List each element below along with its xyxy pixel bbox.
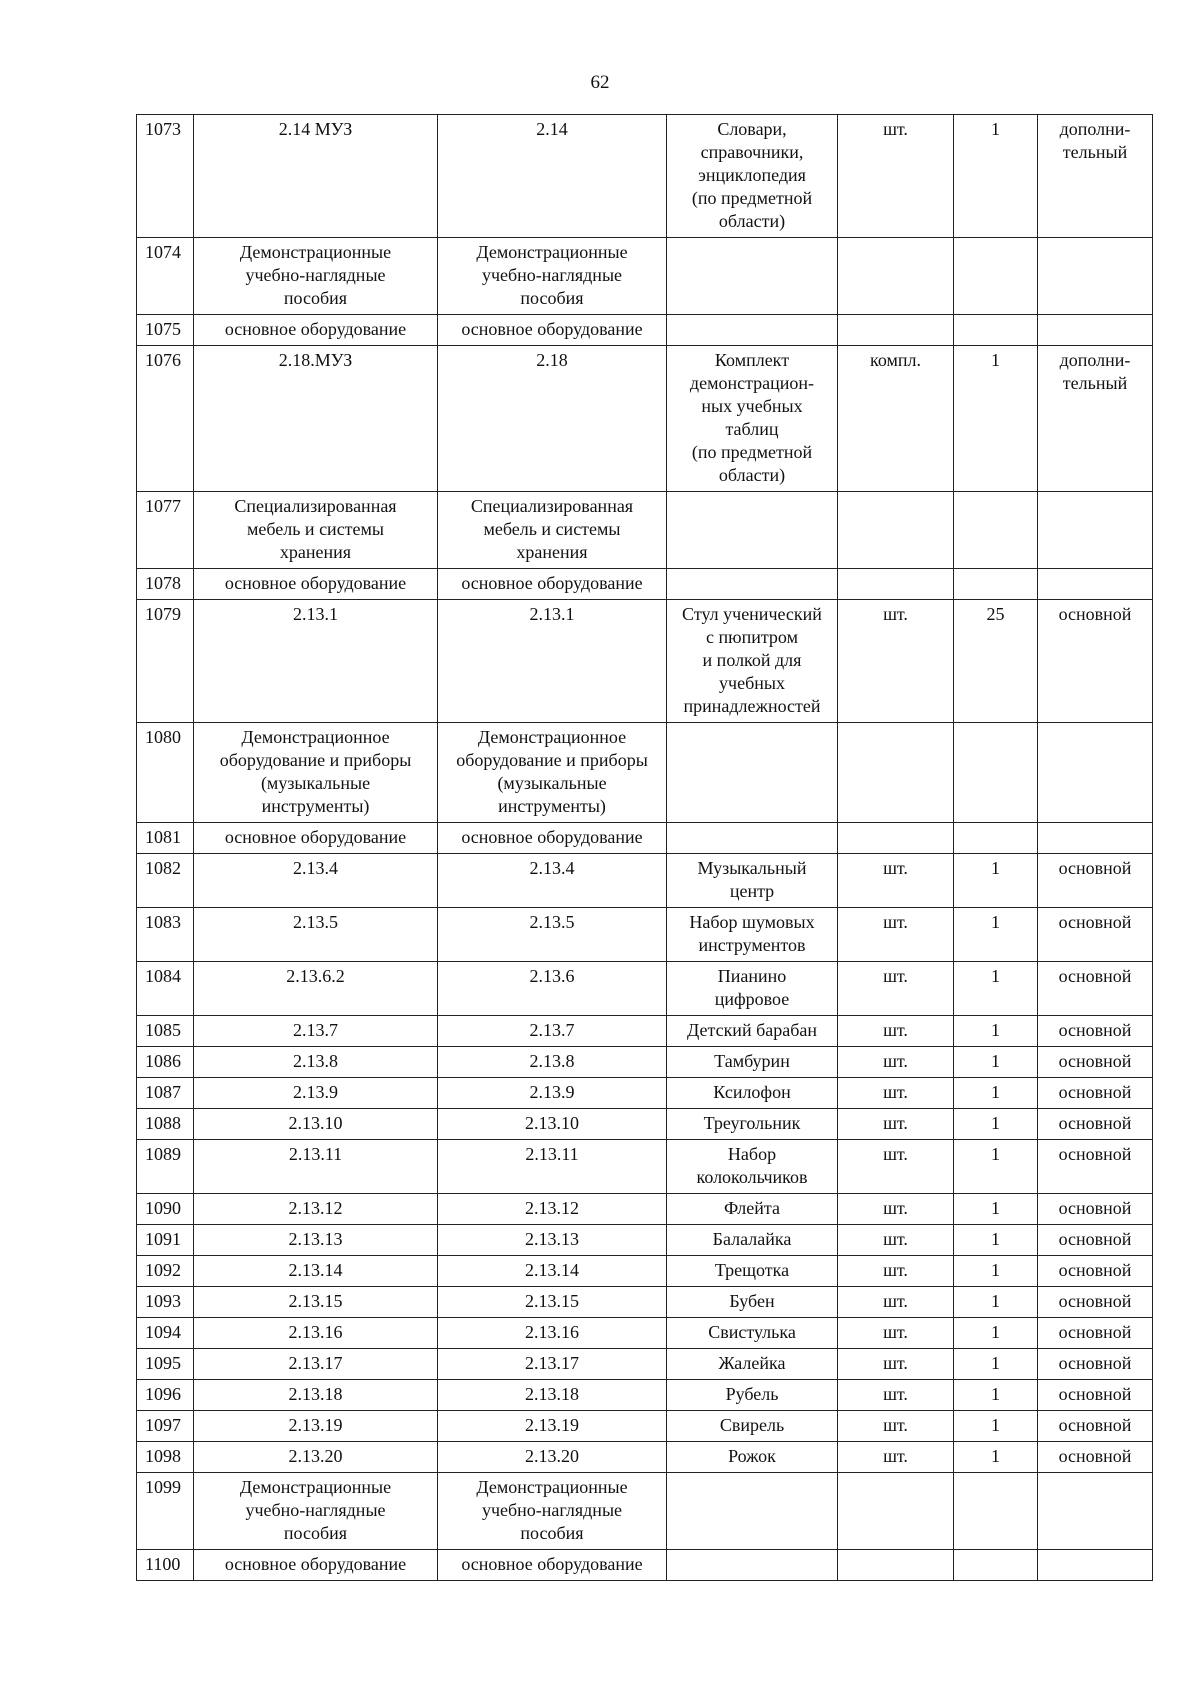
table-row: [137, 854, 1153, 908]
table-row: [137, 1194, 1153, 1225]
section-code-cell: 2.13.9: [194, 1078, 438, 1109]
quantity-cell: 1: [954, 346, 1038, 492]
category-cell: основной: [1038, 1380, 1153, 1411]
table-row: [137, 1442, 1153, 1473]
item-name-cell: Детский барабан: [667, 1016, 838, 1047]
item-name-cell: [667, 569, 838, 600]
table-row: [137, 823, 1153, 854]
quantity-cell: [954, 238, 1038, 315]
item-name-cell: Рубель: [667, 1380, 838, 1411]
item-name-cell: Балалайка: [667, 1225, 838, 1256]
table-row: [137, 962, 1153, 1016]
item-name-cell: Жалейка: [667, 1349, 838, 1380]
unit-cell: [838, 1550, 954, 1581]
section-code-cell: 2.13.17: [194, 1349, 438, 1380]
category-cell: основной: [1038, 1016, 1153, 1047]
section-code-cell: 2.13.15: [194, 1287, 438, 1318]
item-name-cell: [667, 238, 838, 315]
item-code-cell: 2.13.11: [438, 1140, 667, 1194]
item-code-cell: 2.13.4: [438, 854, 667, 908]
unit-cell: шт.: [838, 1109, 954, 1140]
table-row: [137, 1287, 1153, 1318]
item-name-cell: Стул ученический с пюпитром и полкой для учебных принадлежностей: [667, 600, 838, 723]
item-code-cell: 2.13.18: [438, 1380, 667, 1411]
unit-cell: шт.: [838, 1078, 954, 1109]
item-code-cell: Специализированная мебель и системы хранения: [438, 492, 667, 569]
unit-cell: компл.: [838, 346, 954, 492]
unit-cell: [838, 823, 954, 854]
section-code-cell: Специализированная мебель и системы хранения: [194, 492, 438, 569]
unit-cell: шт.: [838, 600, 954, 723]
section-code-cell: 2.13.20: [194, 1442, 438, 1473]
unit-cell: шт.: [838, 908, 954, 962]
section-code-cell: 2.13.12: [194, 1194, 438, 1225]
row-number-cell: 1079: [137, 600, 194, 723]
section-code-cell: основное оборудование: [194, 823, 438, 854]
section-code-cell: 2.18.МУЗ: [194, 346, 438, 492]
item-name-cell: [667, 315, 838, 346]
item-code-cell: 2.13.8: [438, 1047, 667, 1078]
item-name-cell: Словари, справочники, энциклопедия (по предметной области): [667, 115, 838, 238]
item-name-cell: Треугольник: [667, 1109, 838, 1140]
quantity-cell: 1: [954, 1411, 1038, 1442]
row-number-cell: 1088: [137, 1109, 194, 1140]
category-cell: основной: [1038, 1318, 1153, 1349]
quantity-cell: [954, 1473, 1038, 1550]
quantity-cell: 1: [954, 962, 1038, 1016]
section-code-cell: 2.13.6.2: [194, 962, 438, 1016]
row-number-cell: 1086: [137, 1047, 194, 1078]
unit-cell: шт.: [838, 1194, 954, 1225]
section-code-cell: Демонстрационные учебно-наглядные пособия: [194, 1473, 438, 1550]
row-number-cell: 1098: [137, 1442, 194, 1473]
table-row: [137, 600, 1153, 723]
unit-cell: шт.: [838, 1287, 954, 1318]
category-cell: основной: [1038, 1109, 1153, 1140]
item-name-cell: Свистулька: [667, 1318, 838, 1349]
item-name-cell: Тамбурин: [667, 1047, 838, 1078]
quantity-cell: 25: [954, 600, 1038, 723]
item-name-cell: Трещотка: [667, 1256, 838, 1287]
unit-cell: шт.: [838, 854, 954, 908]
table-row: [137, 1318, 1153, 1349]
table-row: [137, 315, 1153, 346]
category-cell: [1038, 1473, 1153, 1550]
unit-cell: [838, 238, 954, 315]
table-row: [137, 1078, 1153, 1109]
item-name-cell: [667, 1473, 838, 1550]
quantity-cell: 1: [954, 1140, 1038, 1194]
section-code-cell: 2.13.7: [194, 1016, 438, 1047]
unit-cell: [838, 492, 954, 569]
table-row: [137, 1225, 1153, 1256]
item-name-cell: Набор шумовых инструментов: [667, 908, 838, 962]
quantity-cell: 1: [954, 1380, 1038, 1411]
item-code-cell: основное оборудование: [438, 315, 667, 346]
unit-cell: шт.: [838, 115, 954, 238]
item-code-cell: 2.14: [438, 115, 667, 238]
unit-cell: шт.: [838, 1047, 954, 1078]
category-cell: основной: [1038, 1287, 1153, 1318]
quantity-cell: 1: [954, 1442, 1038, 1473]
category-cell: основной: [1038, 962, 1153, 1016]
section-code-cell: Демонстрационные учебно-наглядные пособия: [194, 238, 438, 315]
unit-cell: шт.: [838, 1318, 954, 1349]
unit-cell: шт.: [838, 1016, 954, 1047]
quantity-cell: 1: [954, 115, 1038, 238]
item-code-cell: основное оборудование: [438, 569, 667, 600]
row-number-cell: 1096: [137, 1380, 194, 1411]
category-cell: [1038, 238, 1153, 315]
row-number-cell: 1081: [137, 823, 194, 854]
row-number-cell: 1076: [137, 346, 194, 492]
section-code-cell: 2.13.11: [194, 1140, 438, 1194]
item-code-cell: Демонстрационные учебно-наглядные пособия: [438, 1473, 667, 1550]
item-code-cell: 2.13.10: [438, 1109, 667, 1140]
category-cell: основной: [1038, 1411, 1153, 1442]
table-row: [137, 908, 1153, 962]
row-number-cell: 1073: [137, 115, 194, 238]
item-code-cell: 2.13.15: [438, 1287, 667, 1318]
section-code-cell: 2.14 МУЗ: [194, 115, 438, 238]
row-number-cell: 1089: [137, 1140, 194, 1194]
category-cell: дополни- тельный: [1038, 346, 1153, 492]
section-code-cell: 2.13.14: [194, 1256, 438, 1287]
item-code-cell: 2.13.14: [438, 1256, 667, 1287]
row-number-cell: 1075: [137, 315, 194, 346]
row-number-cell: 1077: [137, 492, 194, 569]
section-code-cell: 2.13.8: [194, 1047, 438, 1078]
table-row: [137, 1380, 1153, 1411]
section-code-cell: 2.13.4: [194, 854, 438, 908]
item-name-cell: Рожок: [667, 1442, 838, 1473]
item-name-cell: [667, 723, 838, 823]
quantity-cell: [954, 723, 1038, 823]
table-row: [137, 115, 1153, 238]
item-code-cell: основное оборудование: [438, 1550, 667, 1581]
category-cell: [1038, 723, 1153, 823]
row-number-cell: 1093: [137, 1287, 194, 1318]
quantity-cell: 1: [954, 1078, 1038, 1109]
section-code-cell: 2.13.13: [194, 1225, 438, 1256]
category-cell: [1038, 1550, 1153, 1581]
table-row: [137, 238, 1153, 315]
table-row: [137, 723, 1153, 823]
table-row: [137, 346, 1153, 492]
quantity-cell: 1: [954, 1016, 1038, 1047]
category-cell: основной: [1038, 1194, 1153, 1225]
section-code-cell: 2.13.16: [194, 1318, 438, 1349]
quantity-cell: 1: [954, 1318, 1038, 1349]
table-row: [137, 1256, 1153, 1287]
item-code-cell: Демонстрационное оборудование и приборы (музыкальные инструменты): [438, 723, 667, 823]
unit-cell: шт.: [838, 962, 954, 1016]
quantity-cell: 1: [954, 908, 1038, 962]
item-name-cell: Флейта: [667, 1194, 838, 1225]
table-row: [137, 492, 1153, 569]
unit-cell: шт.: [838, 1442, 954, 1473]
item-code-cell: 2.13.1: [438, 600, 667, 723]
table-row: [137, 1047, 1153, 1078]
unit-cell: [838, 569, 954, 600]
item-code-cell: Демонстрационные учебно-наглядные пособия: [438, 238, 667, 315]
item-code-cell: 2.13.9: [438, 1078, 667, 1109]
quantity-cell: [954, 823, 1038, 854]
quantity-cell: [954, 315, 1038, 346]
category-cell: основной: [1038, 1047, 1153, 1078]
category-cell: основной: [1038, 1442, 1153, 1473]
table-row: [137, 1411, 1153, 1442]
category-cell: основной: [1038, 600, 1153, 723]
item-name-cell: [667, 823, 838, 854]
equipment-table-body: [137, 115, 1153, 1581]
table-row: [137, 1016, 1153, 1047]
row-number-cell: 1082: [137, 854, 194, 908]
row-number-cell: 1091: [137, 1225, 194, 1256]
row-number-cell: 1085: [137, 1016, 194, 1047]
category-cell: основной: [1038, 1225, 1153, 1256]
item-name-cell: [667, 492, 838, 569]
section-code-cell: основное оборудование: [194, 315, 438, 346]
row-number-cell: 1090: [137, 1194, 194, 1225]
category-cell: основной: [1038, 1078, 1153, 1109]
table-row: [137, 1550, 1153, 1581]
section-code-cell: Демонстрационное оборудование и приборы (музыкальные инструменты): [194, 723, 438, 823]
item-code-cell: 2.13.6: [438, 962, 667, 1016]
unit-cell: [838, 315, 954, 346]
unit-cell: шт.: [838, 1411, 954, 1442]
item-code-cell: 2.13.13: [438, 1225, 667, 1256]
category-cell: основной: [1038, 1349, 1153, 1380]
equipment-table: [136, 114, 1153, 1581]
page-number: 62: [590, 72, 610, 93]
row-number-cell: 1094: [137, 1318, 194, 1349]
row-number-cell: 1099: [137, 1473, 194, 1550]
item-code-cell: основное оборудование: [438, 823, 667, 854]
quantity-cell: 1: [954, 1225, 1038, 1256]
table-row: [137, 569, 1153, 600]
item-code-cell: 2.13.20: [438, 1442, 667, 1473]
table-row: [137, 1140, 1153, 1194]
row-number-cell: 1083: [137, 908, 194, 962]
row-number-cell: 1100: [137, 1550, 194, 1581]
row-number-cell: 1074: [137, 238, 194, 315]
section-code-cell: 2.13.10: [194, 1109, 438, 1140]
item-code-cell: 2.13.5: [438, 908, 667, 962]
unit-cell: [838, 1473, 954, 1550]
row-number-cell: 1080: [137, 723, 194, 823]
item-name-cell: Свирель: [667, 1411, 838, 1442]
category-cell: [1038, 823, 1153, 854]
unit-cell: шт.: [838, 1256, 954, 1287]
item-code-cell: 2.13.16: [438, 1318, 667, 1349]
quantity-cell: 1: [954, 854, 1038, 908]
unit-cell: шт.: [838, 1140, 954, 1194]
item-name-cell: Комплект демонстрацион- ных учебных таблиц (по предметной области): [667, 346, 838, 492]
quantity-cell: 1: [954, 1194, 1038, 1225]
category-cell: основной: [1038, 854, 1153, 908]
item-code-cell: 2.18: [438, 346, 667, 492]
quantity-cell: 1: [954, 1047, 1038, 1078]
item-code-cell: 2.13.19: [438, 1411, 667, 1442]
item-name-cell: Ксилофон: [667, 1078, 838, 1109]
section-code-cell: основное оборудование: [194, 569, 438, 600]
quantity-cell: 1: [954, 1349, 1038, 1380]
unit-cell: шт.: [838, 1225, 954, 1256]
section-code-cell: 2.13.5: [194, 908, 438, 962]
row-number-cell: 1097: [137, 1411, 194, 1442]
quantity-cell: [954, 492, 1038, 569]
item-name-cell: [667, 1550, 838, 1581]
table-row: [137, 1473, 1153, 1550]
item-name-cell: Музыкальный центр: [667, 854, 838, 908]
row-number-cell: 1084: [137, 962, 194, 1016]
quantity-cell: [954, 1550, 1038, 1581]
category-cell: [1038, 492, 1153, 569]
quantity-cell: [954, 569, 1038, 600]
quantity-cell: 1: [954, 1109, 1038, 1140]
category-cell: основной: [1038, 908, 1153, 962]
category-cell: основной: [1038, 1140, 1153, 1194]
item-name-cell: Набор колокольчиков: [667, 1140, 838, 1194]
quantity-cell: 1: [954, 1287, 1038, 1318]
item-name-cell: Пианино цифровое: [667, 962, 838, 1016]
section-code-cell: 2.13.18: [194, 1380, 438, 1411]
item-code-cell: 2.13.12: [438, 1194, 667, 1225]
section-code-cell: основное оборудование: [194, 1550, 438, 1581]
unit-cell: шт.: [838, 1349, 954, 1380]
row-number-cell: 1078: [137, 569, 194, 600]
table-row: [137, 1109, 1153, 1140]
unit-cell: шт.: [838, 1380, 954, 1411]
section-code-cell: 2.13.19: [194, 1411, 438, 1442]
row-number-cell: 1087: [137, 1078, 194, 1109]
category-cell: дополни- тельный: [1038, 115, 1153, 238]
section-code-cell: 2.13.1: [194, 600, 438, 723]
unit-cell: [838, 723, 954, 823]
category-cell: основной: [1038, 1256, 1153, 1287]
table-row: [137, 1349, 1153, 1380]
row-number-cell: 1092: [137, 1256, 194, 1287]
item-code-cell: 2.13.17: [438, 1349, 667, 1380]
category-cell: [1038, 569, 1153, 600]
row-number-cell: 1095: [137, 1349, 194, 1380]
quantity-cell: 1: [954, 1256, 1038, 1287]
item-code-cell: 2.13.7: [438, 1016, 667, 1047]
item-name-cell: Бубен: [667, 1287, 838, 1318]
category-cell: [1038, 315, 1153, 346]
